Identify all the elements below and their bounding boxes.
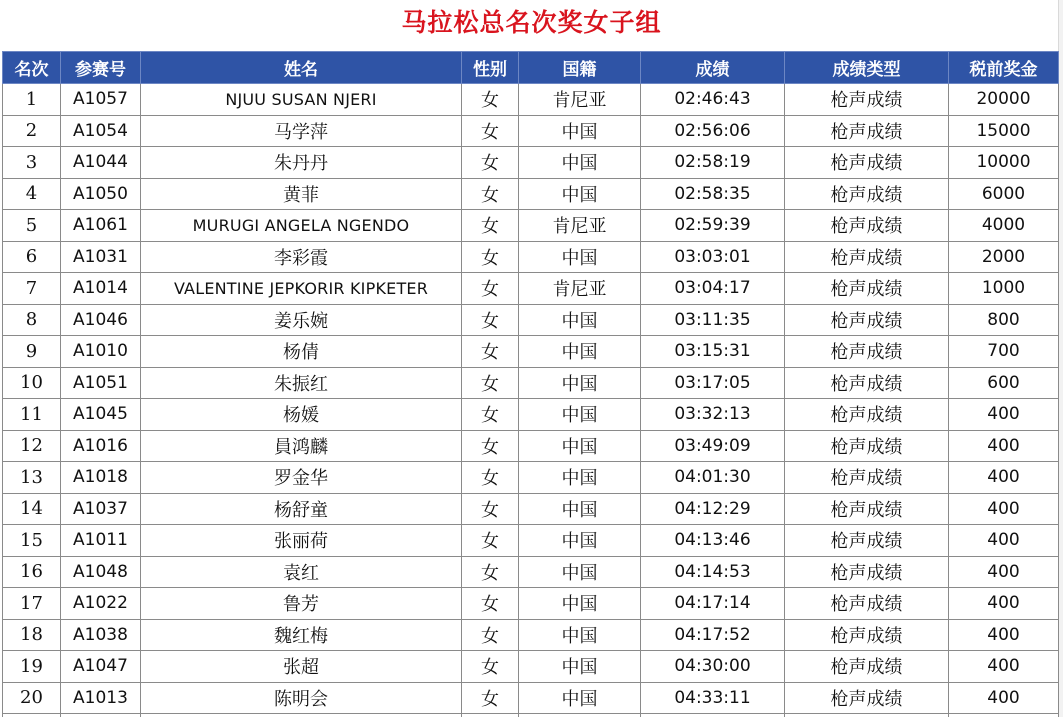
cell-bib[interactable]: A1037 [61,493,141,525]
cell-gender[interactable]: 女 [462,178,519,210]
cell-nationality[interactable]: 中国 [519,588,641,620]
cell-bib[interactable]: A1045 [61,399,141,431]
cell-name[interactable]: 鲁芳 [141,588,462,620]
cell-rank[interactable]: 16 [3,556,61,588]
cell-result-type[interactable]: 枪声成绩 [785,336,949,368]
cell-nationality[interactable]: 中国 [519,147,641,179]
cell-result-type[interactable]: 枪声成绩 [785,84,949,116]
cell-time[interactable]: 03:49:09 [641,430,785,462]
table-row [3,462,1059,494]
cell-time[interactable]: 03:32:13 [641,399,785,431]
cell-rank[interactable]: 4 [3,178,61,210]
cell-bib[interactable]: A1031 [61,241,141,273]
cell-prize[interactable]: 6000 [949,178,1059,210]
empty-cell[interactable] [519,714,641,717]
cell-name[interactable]: 杨媛 [141,399,462,431]
cell-bib[interactable]: A1022 [61,588,141,620]
cell-result-type[interactable]: 枪声成绩 [785,273,949,305]
cell-result-type[interactable]: 枪声成绩 [785,367,949,399]
cell-gender[interactable]: 女 [462,462,519,494]
cell-bib[interactable]: A1011 [61,525,141,557]
cell-time[interactable]: 04:33:11 [641,682,785,714]
table-row [3,336,1059,368]
cell-name[interactable]: 黄菲 [141,178,462,210]
cell-result-type[interactable]: 枪声成绩 [785,241,949,273]
cell-gender[interactable]: 女 [462,84,519,116]
cell-rank[interactable]: 19 [3,651,61,683]
cell-prize[interactable]: 400 [949,399,1059,431]
table-row [3,493,1059,525]
table-row [3,682,1059,714]
cell-result-type[interactable]: 枪声成绩 [785,462,949,494]
table-row [3,84,1059,116]
cell-gender[interactable]: 女 [462,115,519,147]
empty-cell[interactable] [641,714,785,717]
cell-rank[interactable]: 2 [3,115,61,147]
results-table [2,51,1059,717]
header-rank[interactable]: 名次 [3,52,61,84]
cell-gender[interactable]: 女 [462,273,519,305]
cell-prize[interactable]: 400 [949,556,1059,588]
header-name[interactable]: 姓名 [141,52,462,84]
cell-time[interactable]: 02:58:19 [641,147,785,179]
cell-rank[interactable]: 20 [3,682,61,714]
cell-time[interactable]: 02:46:43 [641,84,785,116]
cell-gender[interactable]: 女 [462,619,519,651]
cell-rank[interactable]: 13 [3,462,61,494]
cell-rank[interactable]: 6 [3,241,61,273]
cell-name[interactable]: 袁红 [141,556,462,588]
cell-nationality[interactable]: 肯尼亚 [519,273,641,305]
cell-result-type[interactable]: 枪声成绩 [785,588,949,620]
empty-cell[interactable] [141,714,462,717]
cell-rank[interactable]: 14 [3,493,61,525]
cell-rank[interactable]: 17 [3,588,61,620]
cell-prize[interactable]: 400 [949,462,1059,494]
cell-nationality[interactable]: 中国 [519,115,641,147]
cell-nationality[interactable]: 肯尼亚 [519,210,641,242]
cell-time[interactable]: 02:58:35 [641,178,785,210]
cell-bib[interactable]: A1014 [61,273,141,305]
cell-nationality[interactable]: 中国 [519,399,641,431]
header-bib[interactable]: 参赛号 [61,52,141,84]
table-row [3,619,1059,651]
cell-name[interactable]: NJUU SUSAN NJERI [141,84,462,116]
cell-nationality[interactable]: 中国 [519,430,641,462]
cell-bib[interactable]: A1046 [61,304,141,336]
cell-time[interactable]: 03:11:35 [641,304,785,336]
cell-prize[interactable]: 15000 [949,115,1059,147]
cell-bib[interactable]: A1038 [61,619,141,651]
cell-nationality[interactable]: 中国 [519,493,641,525]
cell-nationality[interactable]: 中国 [519,304,641,336]
cell-time[interactable]: 03:03:01 [641,241,785,273]
empty-cell[interactable] [3,714,61,717]
cell-name[interactable]: 朱振红 [141,367,462,399]
cell-nationality[interactable]: 中国 [519,178,641,210]
cell-bib[interactable]: A1018 [61,462,141,494]
cell-nationality[interactable]: 中国 [519,651,641,683]
cell-time[interactable]: 04:30:00 [641,651,785,683]
header-time[interactable]: 成绩 [641,52,785,84]
cell-prize[interactable]: 400 [949,651,1059,683]
cell-gender[interactable]: 女 [462,147,519,179]
cell-rank[interactable]: 15 [3,525,61,557]
cell-nationality[interactable]: 中国 [519,682,641,714]
cell-prize[interactable]: 400 [949,588,1059,620]
cell-gender[interactable]: 女 [462,304,519,336]
cell-name[interactable]: 姜乐婉 [141,304,462,336]
cell-prize[interactable]: 400 [949,493,1059,525]
cell-result-type[interactable]: 枪声成绩 [785,493,949,525]
cell-bib[interactable]: A1048 [61,556,141,588]
cell-result-type[interactable]: 枪声成绩 [785,304,949,336]
cell-prize[interactable]: 2000 [949,241,1059,273]
cell-nationality[interactable]: 中国 [519,367,641,399]
header-prize[interactable]: 税前奖金 [949,52,1059,84]
table-row [3,430,1059,462]
cell-time[interactable]: 04:12:29 [641,493,785,525]
table-row-partial [3,714,1059,717]
cell-time[interactable]: 02:59:39 [641,210,785,242]
cell-result-type[interactable]: 枪声成绩 [785,556,949,588]
cell-time[interactable]: 04:17:52 [641,619,785,651]
cell-name[interactable]: 张超 [141,651,462,683]
cell-rank[interactable]: 10 [3,367,61,399]
cell-rank[interactable]: 5 [3,210,61,242]
cell-prize[interactable]: 20000 [949,84,1059,116]
cell-prize[interactable]: 400 [949,682,1059,714]
cell-bib[interactable]: A1013 [61,682,141,714]
cell-result-type[interactable]: 枪声成绩 [785,430,949,462]
cell-result-type[interactable]: 枪声成绩 [785,115,949,147]
cell-time[interactable]: 02:56:06 [641,115,785,147]
page-title: 马拉松总名次奖女子组 [401,8,662,37]
header-nationality[interactable]: 国籍 [519,52,641,84]
cell-bib[interactable]: A1044 [61,147,141,179]
header-gender[interactable]: 性别 [462,52,519,84]
table-row [3,525,1059,557]
cell-time[interactable]: 04:13:46 [641,525,785,557]
cell-gender[interactable]: 女 [462,588,519,620]
cell-name[interactable]: 李彩霞 [141,241,462,273]
table-row [3,115,1059,147]
table-row [3,147,1059,179]
cell-prize[interactable]: 700 [949,336,1059,368]
cell-name[interactable]: 杨舒童 [141,493,462,525]
cell-prize[interactable]: 4000 [949,210,1059,242]
cell-result-type[interactable]: 枪声成绩 [785,651,949,683]
cell-gender[interactable]: 女 [462,556,519,588]
cell-bib[interactable]: A1047 [61,651,141,683]
cell-name[interactable]: 陈明会 [141,682,462,714]
cell-name[interactable]: 张丽荷 [141,525,462,557]
cell-prize[interactable]: 400 [949,525,1059,557]
cell-time[interactable]: 03:17:05 [641,367,785,399]
cell-nationality[interactable]: 肯尼亚 [519,84,641,116]
cell-prize[interactable]: 800 [949,304,1059,336]
cell-bib[interactable]: A1051 [61,367,141,399]
cell-name[interactable]: 魏红梅 [141,619,462,651]
cell-gender[interactable]: 女 [462,399,519,431]
cell-nationality[interactable]: 中国 [519,462,641,494]
cell-rank[interactable]: 9 [3,336,61,368]
cell-bib[interactable]: A1061 [61,210,141,242]
empty-cell[interactable] [949,714,1059,717]
cell-gender[interactable]: 女 [462,430,519,462]
cell-gender[interactable]: 女 [462,210,519,242]
cell-gender[interactable]: 女 [462,241,519,273]
cell-gender[interactable]: 女 [462,493,519,525]
table-row [3,304,1059,336]
table-row [3,588,1059,620]
cell-name[interactable]: 杨倩 [141,336,462,368]
cell-bib[interactable]: A1016 [61,430,141,462]
table-row [3,241,1059,273]
cell-gender[interactable]: 女 [462,525,519,557]
table-row [3,178,1059,210]
cell-gender[interactable]: 女 [462,651,519,683]
cell-gender[interactable]: 女 [462,682,519,714]
empty-cell[interactable] [462,714,519,717]
table-body [3,84,1059,717]
header-result-type[interactable]: 成绩类型 [785,52,949,84]
cell-result-type[interactable]: 枪声成绩 [785,178,949,210]
cell-rank[interactable]: 1 [3,84,61,116]
cell-rank[interactable]: 7 [3,273,61,305]
cell-result-type[interactable]: 枪声成绩 [785,525,949,557]
empty-cell[interactable] [785,714,949,717]
cell-time[interactable]: 04:17:14 [641,588,785,620]
header-row [3,52,1059,84]
cell-name[interactable]: MURUGI ANGELA NGENDO [141,210,462,242]
cell-name[interactable]: 罗金华 [141,462,462,494]
table-row [3,651,1059,683]
cell-result-type[interactable]: 枪声成绩 [785,210,949,242]
cell-time[interactable]: 03:15:31 [641,336,785,368]
cell-rank[interactable]: 8 [3,304,61,336]
cell-name[interactable]: 員鸿麟 [141,430,462,462]
cell-gender[interactable]: 女 [462,367,519,399]
cell-time[interactable]: 04:01:30 [641,462,785,494]
cell-result-type[interactable]: 枪声成绩 [785,147,949,179]
cell-prize[interactable]: 600 [949,367,1059,399]
cell-rank[interactable]: 3 [3,147,61,179]
cell-rank[interactable]: 11 [3,399,61,431]
cell-bib[interactable]: A1010 [61,336,141,368]
table-row [3,367,1059,399]
cell-result-type[interactable]: 枪声成绩 [785,682,949,714]
cell-rank[interactable]: 18 [3,619,61,651]
cell-name[interactable]: VALENTINE JEPKORIR KIPKETER [141,273,462,305]
cell-nationality[interactable]: 中国 [519,556,641,588]
table-row [3,399,1059,431]
empty-cell[interactable] [61,714,141,717]
table-row [3,210,1059,242]
cell-gender[interactable]: 女 [462,336,519,368]
table-row [3,273,1059,305]
cell-prize[interactable]: 10000 [949,147,1059,179]
cell-prize[interactable]: 400 [949,619,1059,651]
cell-nationality[interactable]: 中国 [519,241,641,273]
cell-prize[interactable]: 1000 [949,273,1059,305]
cell-name[interactable]: 马学萍 [141,115,462,147]
cell-prize[interactable]: 400 [949,430,1059,462]
cell-result-type[interactable]: 枪声成绩 [785,619,949,651]
cell-time[interactable]: 03:04:17 [641,273,785,305]
table-row [3,556,1059,588]
cell-bib[interactable]: A1054 [61,115,141,147]
cell-time[interactable]: 04:14:53 [641,556,785,588]
cell-nationality[interactable]: 中国 [519,525,641,557]
cell-result-type[interactable]: 枪声成绩 [785,399,949,431]
cell-nationality[interactable]: 中国 [519,336,641,368]
cell-bib[interactable]: A1057 [61,84,141,116]
cell-rank[interactable]: 12 [3,430,61,462]
cell-bib[interactable]: A1050 [61,178,141,210]
cell-nationality[interactable]: 中国 [519,619,641,651]
cell-name[interactable]: 朱丹丹 [141,147,462,179]
